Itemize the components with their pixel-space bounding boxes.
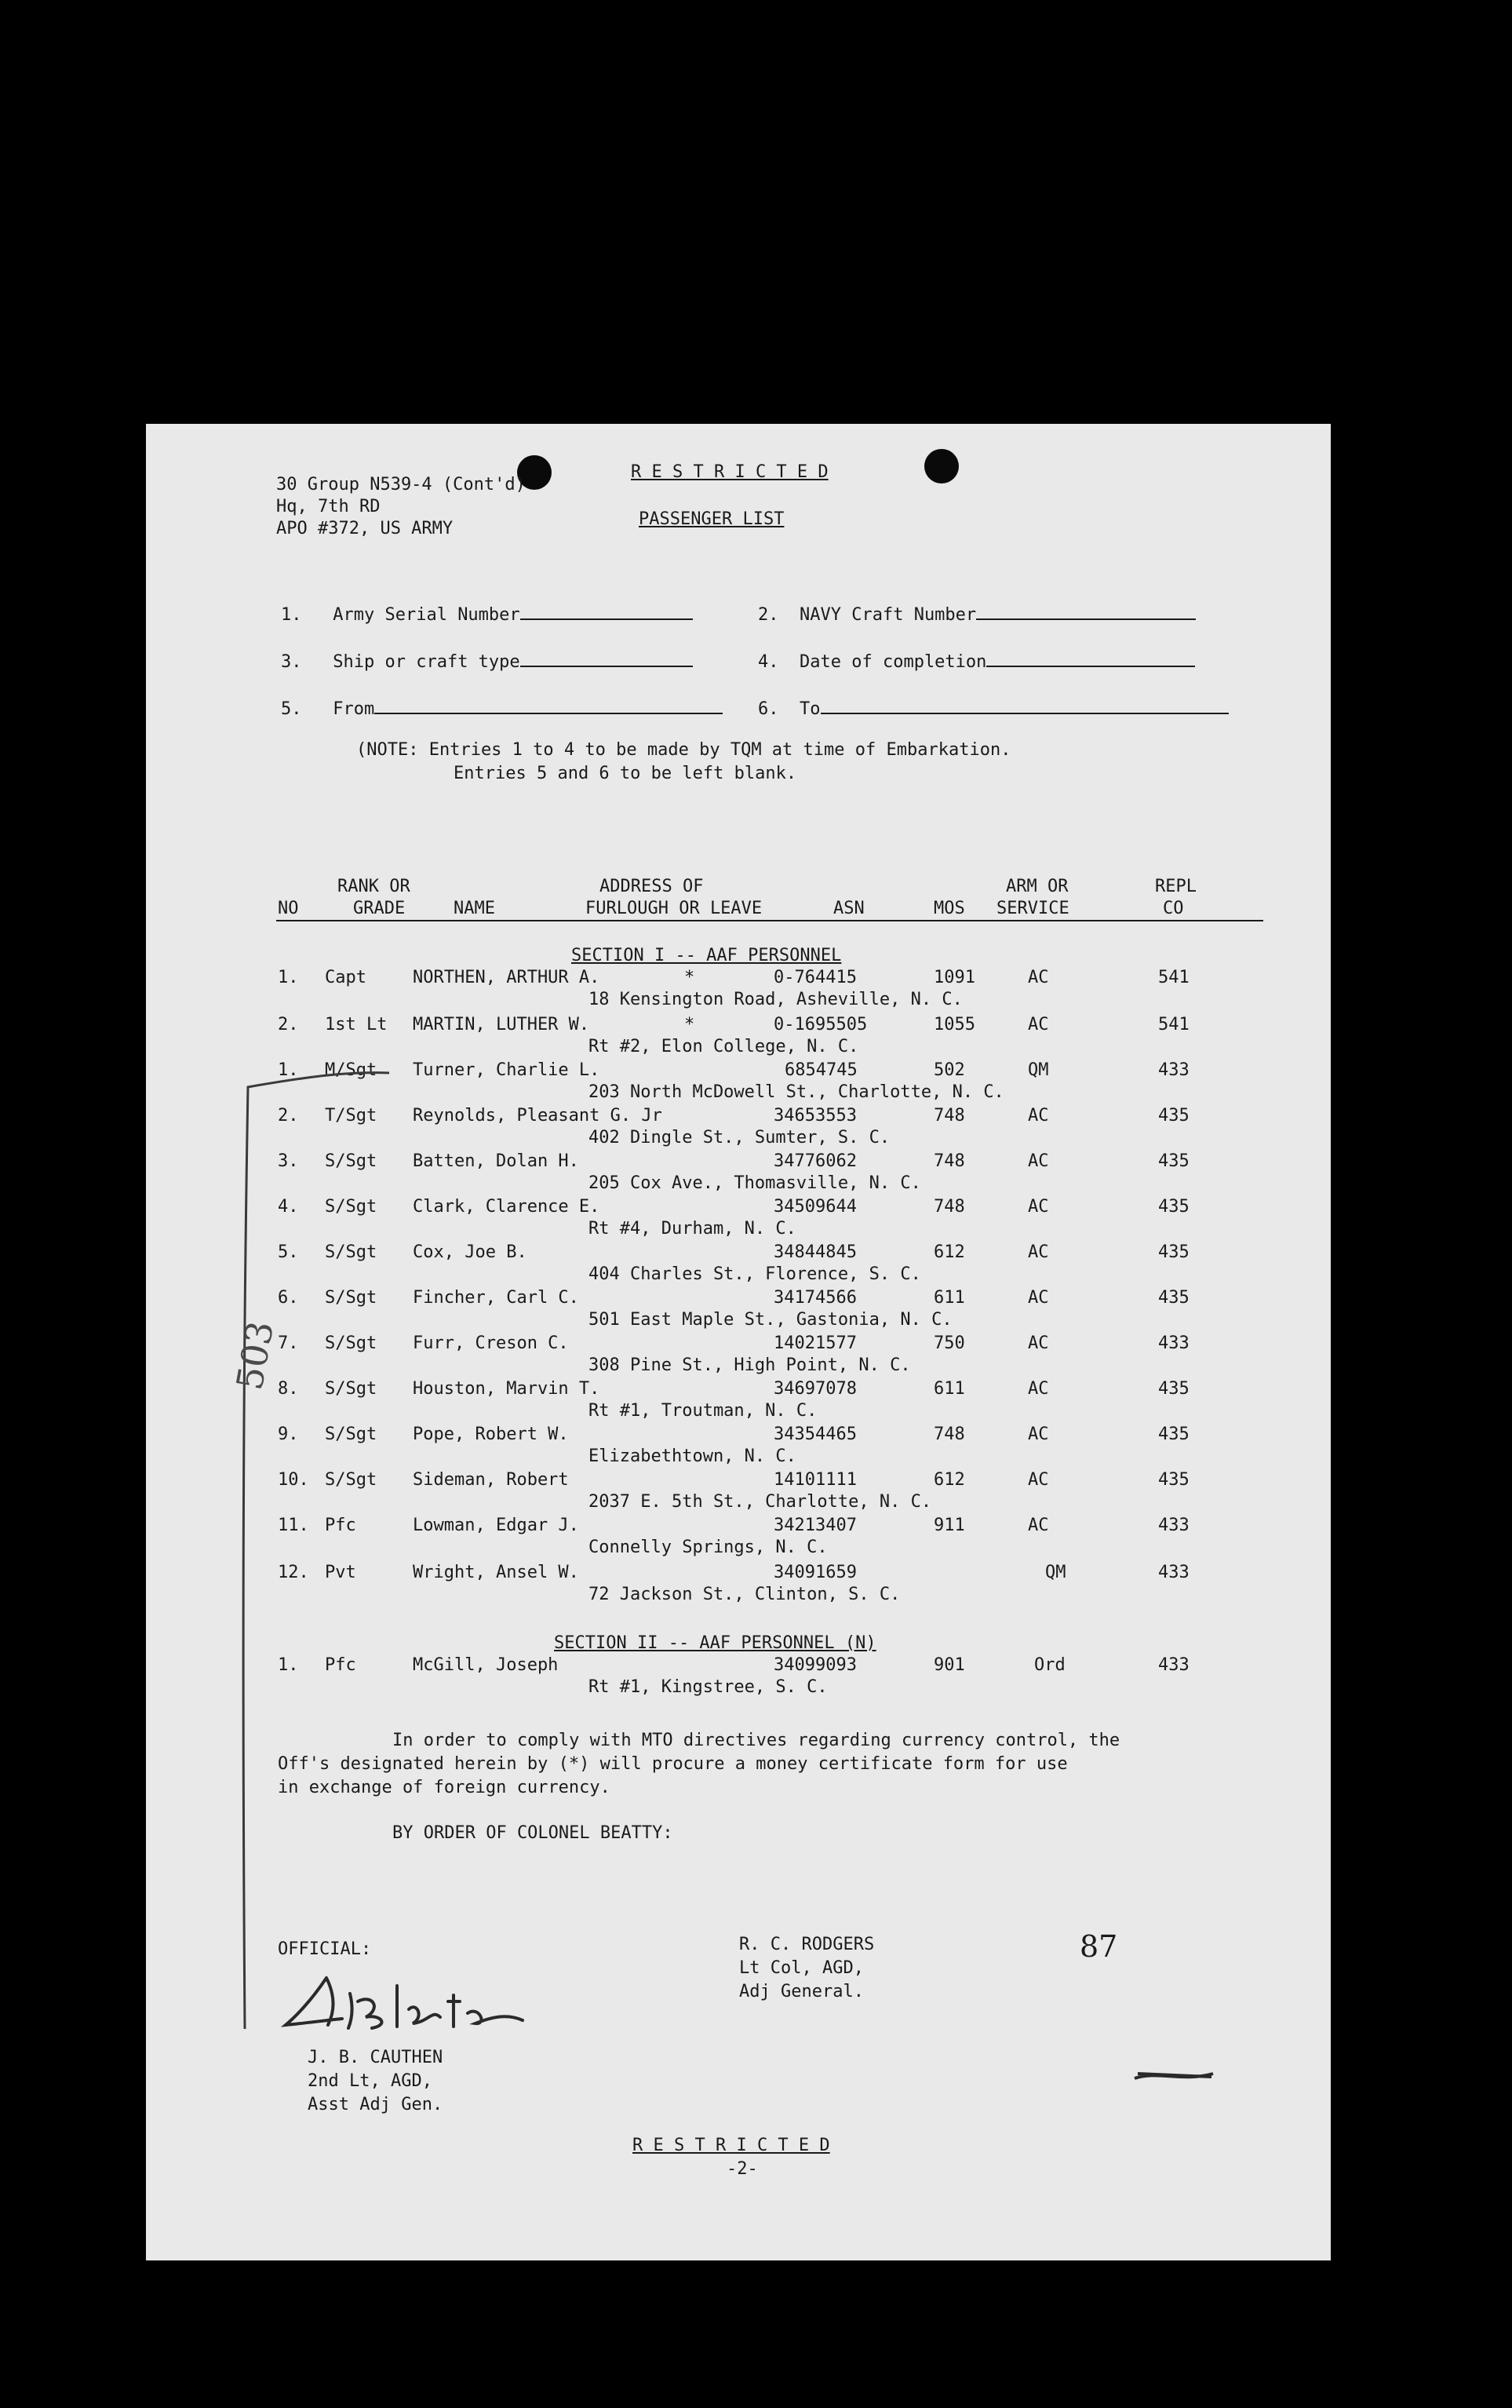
row-address: 18 Kensington Road, Asheville, N. C. [588,990,963,1009]
row-no: 9. [278,1425,299,1444]
row-name: Wright, Ansel W. [413,1563,579,1582]
punch-hole-right [924,449,959,483]
row-rank: S/Sgt [325,1425,377,1444]
row-rank: M/Sgt [325,1060,377,1080]
column-header-asn: ASN [833,899,865,918]
row-name: MARTIN, LUTHER W. [413,1015,590,1034]
classification-bottom: R E S T R I C T E D [632,2136,830,2155]
row-arm: AC [1028,1151,1049,1171]
row-arm: AC [1028,1379,1049,1399]
reference-line-1: 30 Group N539-4 (Cont'd) [276,475,526,494]
row-rank: Capt [325,968,366,987]
form-field-5: 5. From [281,695,723,721]
row-arm: Ord [1034,1655,1066,1675]
row-star: * [684,968,695,987]
row-name: McGill, Joseph [413,1655,559,1675]
row-address: 205 Cox Ave., Thomasville, N. C. [588,1173,921,1193]
row-name: Lowman, Edgar J. [413,1516,579,1535]
row-mos: 612 [934,1242,965,1262]
row-arm: AC [1028,1106,1049,1126]
row-repl: 435 [1158,1288,1190,1308]
row-no: 6. [278,1288,299,1308]
classification-top: R E S T R I C T E D [631,462,829,482]
page-stamp-number: 87 [1080,1929,1118,1964]
row-arm: QM [1045,1563,1066,1582]
struck-through-mark [1127,2063,1221,2086]
row-asn: 0-764415 [774,968,857,987]
row-repl: 433 [1158,1516,1190,1535]
form-field-4: 4. Date of completion [758,648,1195,673]
row-rank: S/Sgt [325,1288,377,1308]
row-name: Cox, Joe B. [413,1242,527,1262]
column-header-rule [276,920,1263,921]
column-header-rank-1: RANK OR [337,877,410,896]
row-no: 3. [278,1151,299,1171]
row-repl: 433 [1158,1334,1190,1353]
reference-line-3: APO #372, US ARMY [276,519,454,538]
row-repl: 435 [1158,1242,1190,1262]
row-name: Clark, Clarence E. [413,1197,600,1217]
row-asn: 6854745 [785,1060,858,1080]
row-address: Rt #4, Durham, N. C. [588,1219,796,1239]
document-page [146,424,1331,2260]
row-asn: 34174566 [774,1288,857,1308]
row-mos: 748 [934,1151,965,1171]
document-title: PASSENGER LIST [639,509,785,529]
row-arm: AC [1028,1516,1049,1535]
form-field-5-value [374,695,723,714]
form-field-4-value [986,648,1195,667]
row-no: 10. [278,1470,309,1490]
row-address: Elizabethtown, N. C. [588,1447,796,1466]
margin-bracket-annotation [193,1071,397,2045]
column-header-no: NO [278,899,299,918]
row-name: Houston, Marvin T. [413,1379,600,1399]
column-header-rank-2: GRADE [353,899,406,918]
row-arm: AC [1028,1015,1049,1034]
note-line-2: Entries 5 and 6 to be left blank. [454,764,797,783]
row-mos: 611 [934,1288,965,1308]
signer-left-line-3: Asst Adj Gen. [308,2095,443,2114]
row-asn: 14101111 [774,1470,857,1490]
row-asn: 34213407 [774,1516,857,1535]
section-title: SECTION I -- AAF PERSONNEL [571,946,842,965]
row-name: Sideman, Robert [413,1470,569,1490]
row-rank: S/Sgt [325,1334,377,1353]
row-address: 308 Pine St., High Point, N. C. [588,1355,911,1375]
row-arm: AC [1028,1288,1049,1308]
row-address: Connelly Springs, N. C. [588,1538,828,1557]
row-address: 404 Charles St., Florence, S. C. [588,1264,921,1284]
row-mos: 748 [934,1425,965,1444]
reference-line-2: Hq, 7th RD [276,497,381,516]
row-mos: 750 [934,1334,965,1353]
row-arm: AC [1028,1470,1049,1490]
row-mos: 901 [934,1655,965,1675]
row-name: Batten, Dolan H. [413,1151,579,1171]
signer-right-line-2: Lt Col, AGD, [739,1958,864,1978]
row-arm: AC [1028,968,1049,987]
row-address: 203 North McDowell St., Charlotte, N. C. [588,1082,1004,1102]
row-arm: AC [1028,1242,1049,1262]
by-order-line: BY ORDER OF COLONEL BEATTY: [392,1823,673,1843]
row-no: 1. [278,1060,299,1080]
row-star: * [684,1015,695,1034]
row-asn: 34099093 [774,1655,857,1675]
form-field-1-value [520,601,693,620]
margin-handwritten-number: 503 [228,1318,282,1393]
row-address: Rt #1, Kingstree, S. C. [588,1677,828,1697]
row-mos: 611 [934,1379,965,1399]
row-repl: 435 [1158,1106,1190,1126]
row-no: 12. [278,1563,309,1582]
column-header-address-2: FURLOUGH OR LEAVE [585,899,763,918]
column-header-arm-1: ARM OR [1006,877,1069,896]
row-asn: 34653553 [774,1106,857,1126]
directive-line-1: In order to comply with MTO directives regarding currency control, the [392,1731,1120,1750]
row-no: 5. [278,1242,299,1262]
row-asn: 34354465 [774,1425,857,1444]
signer-left-line-1: J. B. CAUTHEN [308,2048,443,2067]
official-label: OFFICIAL: [278,1939,372,1959]
row-rank: S/Sgt [325,1197,377,1217]
signer-left-line-2: 2nd Lt, AGD, [308,2071,432,2091]
row-arm: AC [1028,1334,1049,1353]
row-asn: 34509644 [774,1197,857,1217]
row-mos: 748 [934,1106,965,1126]
form-field-1: 1. Army Serial Number [281,601,693,626]
column-header-arm-2: SERVICE [996,899,1069,918]
row-repl: 435 [1158,1151,1190,1171]
row-rank: Pfc [325,1655,356,1675]
row-address: 2037 E. 5th St., Charlotte, N. C. [588,1492,932,1512]
form-field-6-value [821,695,1229,714]
row-repl: 435 [1158,1470,1190,1490]
row-repl: 541 [1158,1015,1190,1034]
note-line-1: (NOTE: Entries 1 to 4 to be made by TQM at time of Embarkation. [356,740,1011,760]
column-header-repl-2: CO [1163,899,1184,918]
row-no: 2. [278,1015,299,1034]
row-address: 402 Dingle St., Sumter, S. C. [588,1128,891,1147]
row-name: Pope, Robert W. [413,1425,569,1444]
row-name: Turner, Charlie L. [413,1060,600,1080]
row-asn: 0-1695505 [774,1015,868,1034]
row-arm: AC [1028,1425,1049,1444]
form-field-6: 6. To [758,695,1229,721]
form-field-2: 2. NAVY Craft Number [758,601,1196,626]
row-name: Fincher, Carl C. [413,1288,579,1308]
column-header-name: NAME [454,899,495,918]
row-no: 2. [278,1106,299,1126]
row-no: 1. [278,1655,299,1675]
row-asn: 34091659 [774,1563,857,1582]
row-rank: T/Sgt [325,1106,377,1126]
row-no: 7. [278,1334,299,1353]
row-asn: 34776062 [774,1151,857,1171]
column-header-repl-1: REPL [1155,877,1197,896]
row-mos: 748 [934,1197,965,1217]
directive-line-2: Off's designated herein by (*) will procure a money certificate form for use [278,1754,1068,1774]
signer-right-line-1: R. C. RODGERS [739,1935,875,1954]
row-repl: 433 [1158,1060,1190,1080]
row-address: Rt #1, Troutman, N. C. [588,1401,818,1421]
row-repl: 435 [1158,1379,1190,1399]
row-rank: Pfc [325,1516,356,1535]
row-asn: 14021577 [774,1334,857,1353]
row-no: 4. [278,1197,299,1217]
row-mos: 612 [934,1470,965,1490]
row-rank: S/Sgt [325,1242,377,1262]
row-address: 72 Jackson St., Clinton, S. C. [588,1585,901,1604]
row-name: Reynolds, Pleasant G. Jr [413,1106,662,1126]
directive-line-3: in exchange of foreign currency. [278,1778,610,1797]
row-mos: 1091 [934,968,975,987]
row-address: Rt #2, Elon College, N. C. [588,1037,859,1056]
row-repl: 433 [1158,1563,1190,1582]
row-address: 501 East Maple St., Gastonia, N. C. [588,1310,953,1330]
row-mos: 1055 [934,1015,975,1034]
row-rank: S/Sgt [325,1151,377,1171]
signer-right-line-3: Adj General. [739,1982,864,2001]
row-arm: QM [1028,1060,1049,1080]
page-number: -2- [727,2159,758,2179]
row-rank: Pvt [325,1563,356,1582]
row-rank: 1st Lt [325,1015,388,1034]
row-rank: S/Sgt [325,1470,377,1490]
row-asn: 34844845 [774,1242,857,1262]
row-repl: 435 [1158,1425,1190,1444]
row-repl: 541 [1158,968,1190,987]
row-no: 11. [278,1516,309,1535]
column-header-address-1: ADDRESS OF [599,877,704,896]
form-field-3-value [520,648,693,667]
row-mos: 911 [934,1516,965,1535]
row-arm: AC [1028,1197,1049,1217]
section-title: SECTION II -- AAF PERSONNEL (N) [554,1633,876,1653]
row-name: Furr, Creson C. [413,1334,569,1353]
row-repl: 433 [1158,1655,1190,1675]
row-name: NORTHEN, ARTHUR A. [413,968,600,987]
row-asn: 34697078 [774,1379,857,1399]
row-no: 1. [278,968,299,987]
row-no: 8. [278,1379,299,1399]
column-header-mos: MOS [934,899,965,918]
row-repl: 435 [1158,1197,1190,1217]
row-mos: 502 [934,1060,965,1080]
form-field-3: 3. Ship or craft type [281,648,693,673]
form-field-2-value [976,601,1196,620]
row-rank: S/Sgt [325,1379,377,1399]
